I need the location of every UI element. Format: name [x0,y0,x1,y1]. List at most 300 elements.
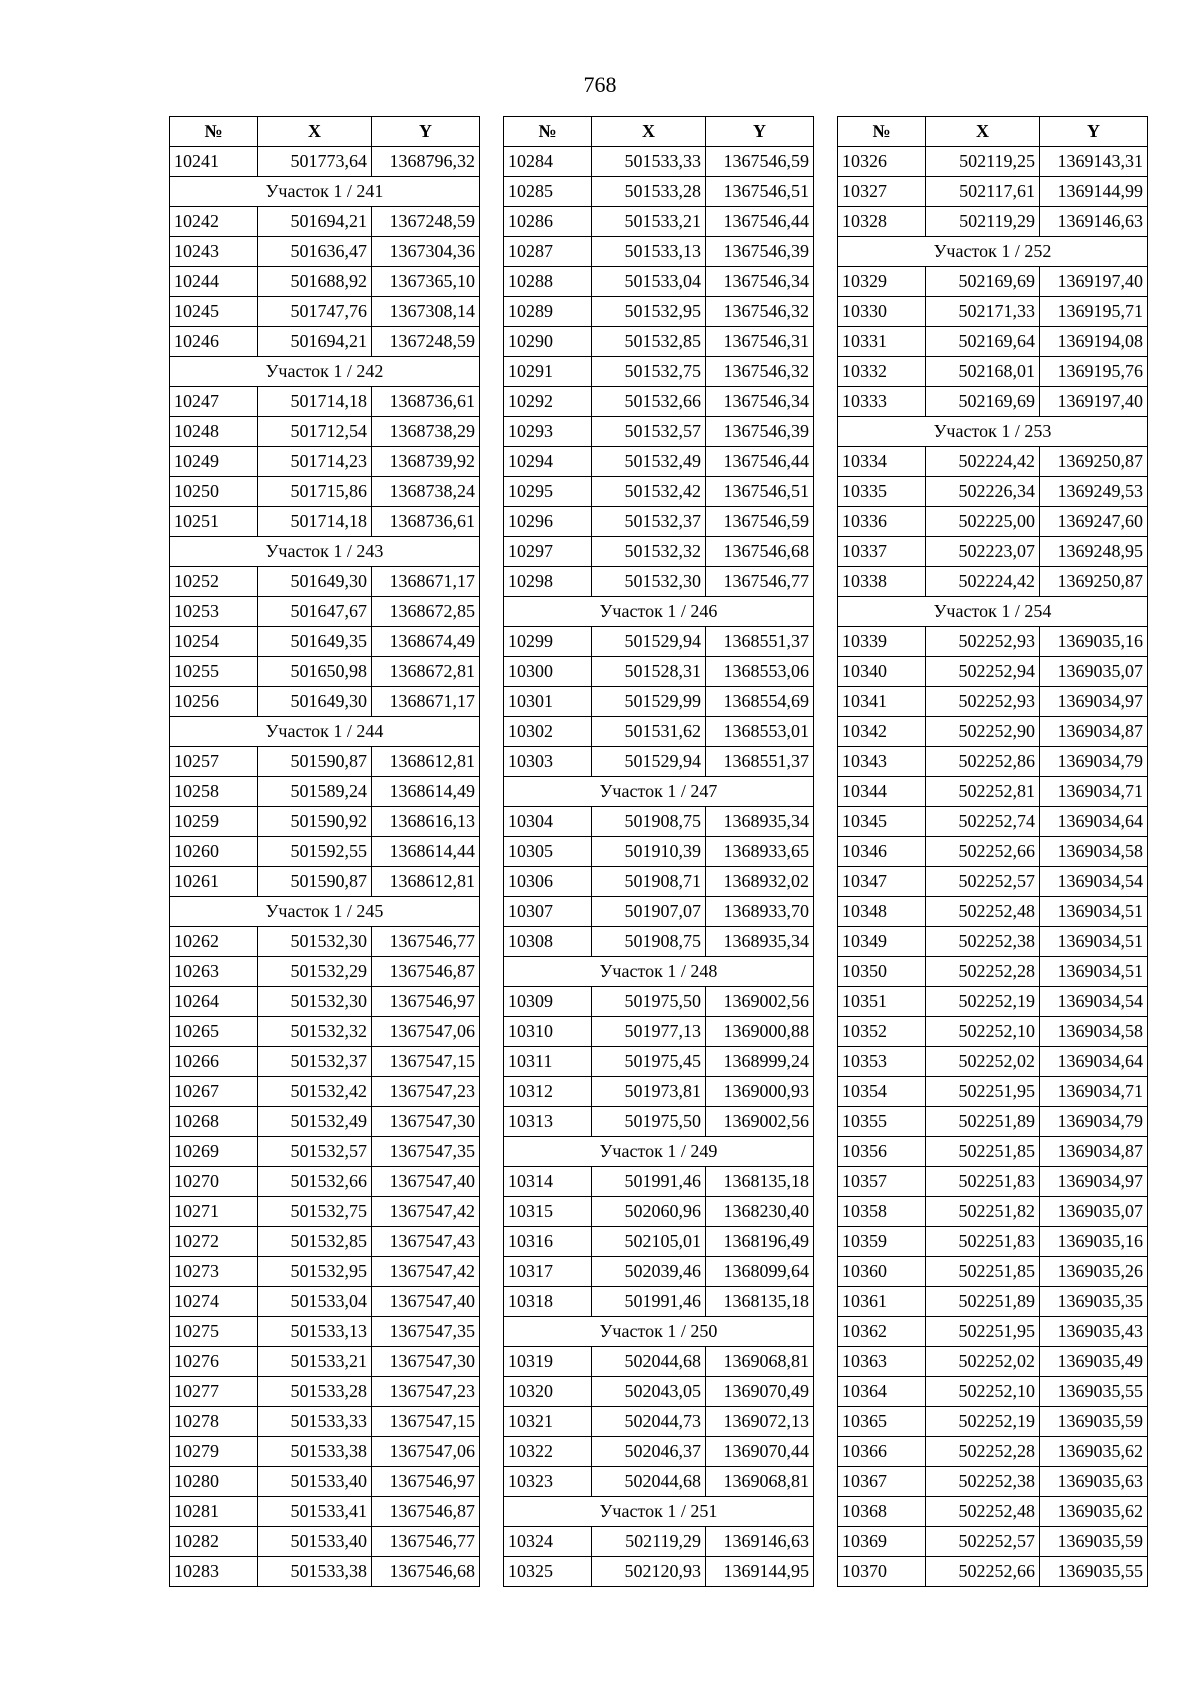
table-row [504,627,814,657]
y-coordinate: 1367546,59 [706,147,814,177]
point-number: 10310 [504,1017,592,1047]
table-row [838,507,1148,537]
point-number: 10323 [504,1467,592,1497]
y-coordinate: 1369194,08 [1040,327,1148,357]
y-coordinate: 1369000,88 [706,1017,814,1047]
y-coordinate: 1368612,81 [372,867,480,897]
table-row [838,687,1148,717]
section-row [170,717,480,747]
y-coordinate: 1369034,97 [1040,687,1148,717]
x-coordinate: 501532,29 [258,957,372,987]
table-row [504,1437,814,1467]
y-coordinate: 1367546,68 [706,537,814,567]
point-number: 10275 [170,1317,258,1347]
table-row [838,1047,1148,1077]
y-coordinate: 1368933,65 [706,837,814,867]
y-coordinate: 1367546,87 [372,1497,480,1527]
point-number: 10244 [170,267,258,297]
x-coordinate: 502252,10 [926,1017,1040,1047]
x-coordinate: 501529,99 [592,687,706,717]
y-coordinate: 1368614,44 [372,837,480,867]
y-coordinate: 1367546,44 [706,207,814,237]
x-coordinate: 501532,66 [258,1167,372,1197]
y-coordinate: 1367547,40 [372,1167,480,1197]
x-coordinate: 501533,40 [258,1467,372,1497]
x-coordinate: 502252,28 [926,957,1040,987]
y-coordinate: 1369250,87 [1040,447,1148,477]
y-coordinate: 1369002,56 [706,1107,814,1137]
table-row [170,567,480,597]
y-coordinate: 1368616,13 [372,807,480,837]
y-coordinate: 1368671,17 [372,687,480,717]
table-header-row [170,117,480,147]
y-coordinate: 1368099,64 [706,1257,814,1287]
table-row [838,627,1148,657]
point-number: 10305 [504,837,592,867]
table-row [504,867,814,897]
table-row [170,1167,480,1197]
point-number: 10316 [504,1227,592,1257]
y-coordinate: 1369034,51 [1040,927,1148,957]
x-coordinate: 501747,76 [258,297,372,327]
x-coordinate: 502169,69 [926,267,1040,297]
section-row [170,897,480,927]
x-coordinate: 501529,94 [592,747,706,777]
table-row [170,1047,480,1077]
y-coordinate: 1369197,40 [1040,267,1148,297]
section-title: Участок 1 / 243 [170,537,480,567]
y-coordinate: 1367547,35 [372,1137,480,1167]
x-coordinate: 502252,48 [926,1497,1040,1527]
y-coordinate: 1369070,49 [706,1377,814,1407]
point-number: 10249 [170,447,258,477]
point-number: 10326 [838,147,926,177]
x-coordinate: 502119,29 [592,1527,706,1557]
x-coordinate: 502252,94 [926,657,1040,687]
point-number: 10359 [838,1227,926,1257]
y-coordinate: 1369035,16 [1040,627,1148,657]
y-coordinate: 1369070,44 [706,1437,814,1467]
y-coordinate: 1368738,29 [372,417,480,447]
point-number: 10307 [504,897,592,927]
y-coordinate: 1369195,71 [1040,297,1148,327]
point-number: 10330 [838,297,926,327]
x-coordinate: 502251,83 [926,1227,1040,1257]
table-row [838,987,1148,1017]
y-coordinate: 1367546,32 [706,357,814,387]
y-coordinate: 1369195,76 [1040,357,1148,387]
section-title: Участок 1 / 253 [838,417,1148,447]
x-coordinate: 502252,10 [926,1377,1040,1407]
x-coordinate: 501715,86 [258,477,372,507]
table-row [838,567,1148,597]
x-coordinate: 502252,38 [926,1467,1040,1497]
point-number: 10273 [170,1257,258,1287]
point-number: 10254 [170,627,258,657]
table-row [170,1227,480,1257]
table-row [838,657,1148,687]
point-number: 10264 [170,987,258,1017]
point-number: 10356 [838,1137,926,1167]
y-coordinate: 1368135,18 [706,1167,814,1197]
header-y: Y [706,117,814,147]
y-coordinate: 1369144,99 [1040,177,1148,207]
y-coordinate: 1367547,43 [372,1227,480,1257]
table-row [170,327,480,357]
x-coordinate: 502251,95 [926,1317,1040,1347]
point-number: 10339 [838,627,926,657]
y-coordinate: 1368135,18 [706,1287,814,1317]
x-coordinate: 501533,33 [258,1407,372,1437]
x-coordinate: 501649,35 [258,627,372,657]
table-row [838,1257,1148,1287]
section-row [504,1317,814,1347]
x-coordinate: 502251,89 [926,1107,1040,1137]
point-number: 10321 [504,1407,592,1437]
x-coordinate: 502251,82 [926,1197,1040,1227]
y-coordinate: 1368736,61 [372,387,480,417]
y-coordinate: 1369034,87 [1040,717,1148,747]
y-coordinate: 1369035,62 [1040,1497,1148,1527]
x-coordinate: 501532,42 [258,1077,372,1107]
point-number: 10257 [170,747,258,777]
y-coordinate: 1367546,97 [372,1467,480,1497]
point-number: 10364 [838,1377,926,1407]
table-row [838,1137,1148,1167]
table-row [838,1407,1148,1437]
x-coordinate: 502060,96 [592,1197,706,1227]
y-coordinate: 1368553,01 [706,717,814,747]
point-number: 10265 [170,1017,258,1047]
x-coordinate: 501533,38 [258,1437,372,1467]
table-row [170,1527,480,1557]
table-row [504,987,814,1017]
y-coordinate: 1369000,93 [706,1077,814,1107]
table-row [504,1047,814,1077]
x-coordinate: 501532,32 [258,1017,372,1047]
y-coordinate: 1369250,87 [1040,567,1148,597]
table-row [504,147,814,177]
y-coordinate: 1367546,34 [706,267,814,297]
section-title: Участок 1 / 254 [838,597,1148,627]
y-coordinate: 1369035,63 [1040,1467,1148,1497]
x-coordinate: 501532,85 [258,1227,372,1257]
point-number: 10291 [504,357,592,387]
point-number: 10320 [504,1377,592,1407]
section-title: Участок 1 / 241 [170,177,480,207]
table-row [170,687,480,717]
table-row [838,1077,1148,1107]
y-coordinate: 1367547,06 [372,1017,480,1047]
point-number: 10328 [838,207,926,237]
y-coordinate: 1369068,81 [706,1347,814,1377]
y-coordinate: 1369249,53 [1040,477,1148,507]
table-row [170,387,480,417]
y-coordinate: 1368736,61 [372,507,480,537]
y-coordinate: 1367547,23 [372,1077,480,1107]
point-number: 10308 [504,927,592,957]
y-coordinate: 1368738,24 [372,477,480,507]
table-row [838,477,1148,507]
table-row [170,807,480,837]
point-number: 10294 [504,447,592,477]
point-number: 10309 [504,987,592,1017]
point-number: 10312 [504,1077,592,1107]
x-coordinate: 501908,75 [592,927,706,957]
point-number: 10304 [504,807,592,837]
point-number: 10303 [504,747,592,777]
table-row [838,1497,1148,1527]
point-number: 10258 [170,777,258,807]
x-coordinate: 501533,04 [592,267,706,297]
table-row [838,897,1148,927]
y-coordinate: 1369035,55 [1040,1377,1148,1407]
table-row [838,1437,1148,1467]
x-coordinate: 501973,81 [592,1077,706,1107]
table-row [504,1377,814,1407]
x-coordinate: 502223,07 [926,537,1040,567]
x-coordinate: 501975,50 [592,987,706,1017]
y-coordinate: 1369035,07 [1040,1197,1148,1227]
table-row [170,207,480,237]
x-coordinate: 502169,64 [926,327,1040,357]
x-coordinate: 502252,93 [926,687,1040,717]
y-coordinate: 1369247,60 [1040,507,1148,537]
point-number: 10352 [838,1017,926,1047]
point-number: 10253 [170,597,258,627]
y-coordinate: 1367546,97 [372,987,480,1017]
y-coordinate: 1367365,10 [372,267,480,297]
x-coordinate: 502252,19 [926,987,1040,1017]
x-coordinate: 502251,83 [926,1167,1040,1197]
x-coordinate: 501975,50 [592,1107,706,1137]
y-coordinate: 1368932,02 [706,867,814,897]
table-row [838,1557,1148,1587]
point-number: 10292 [504,387,592,417]
x-coordinate: 502044,68 [592,1347,706,1377]
y-coordinate: 1368671,17 [372,567,480,597]
table-row [504,1287,814,1317]
point-number: 10354 [838,1077,926,1107]
table-row [170,1557,480,1587]
point-number: 10271 [170,1197,258,1227]
x-coordinate: 501532,49 [592,447,706,477]
y-coordinate: 1369248,95 [1040,537,1148,567]
point-number: 10355 [838,1107,926,1137]
point-number: 10281 [170,1497,258,1527]
section-row [838,417,1148,447]
x-coordinate: 501714,18 [258,387,372,417]
point-number: 10288 [504,267,592,297]
point-number: 10306 [504,867,592,897]
table-row [504,1077,814,1107]
x-coordinate: 502224,42 [926,447,1040,477]
table-row [170,1377,480,1407]
point-number: 10336 [838,507,926,537]
x-coordinate: 501714,18 [258,507,372,537]
point-number: 10343 [838,747,926,777]
point-number: 10286 [504,207,592,237]
table-row [838,927,1148,957]
point-number: 10255 [170,657,258,687]
section-row [170,537,480,567]
x-coordinate: 501529,94 [592,627,706,657]
point-number: 10297 [504,537,592,567]
section-title: Участок 1 / 249 [504,1137,814,1167]
table-row [170,1287,480,1317]
table-row [504,177,814,207]
point-number: 10248 [170,417,258,447]
point-number: 10245 [170,297,258,327]
point-number: 10259 [170,807,258,837]
x-coordinate: 502252,66 [926,1557,1040,1587]
point-number: 10270 [170,1167,258,1197]
table-row [838,1287,1148,1317]
x-coordinate: 502225,00 [926,507,1040,537]
point-number: 10252 [170,567,258,597]
table-row [504,267,814,297]
point-number: 10325 [504,1557,592,1587]
x-coordinate: 501688,92 [258,267,372,297]
point-number: 10279 [170,1437,258,1467]
x-coordinate: 502043,05 [592,1377,706,1407]
point-number: 10329 [838,267,926,297]
y-coordinate: 1369035,62 [1040,1437,1148,1467]
y-coordinate: 1367547,30 [372,1347,480,1377]
y-coordinate: 1369143,31 [1040,147,1148,177]
point-number: 10338 [838,567,926,597]
point-number: 10263 [170,957,258,987]
y-coordinate: 1367546,39 [706,237,814,267]
x-coordinate: 502226,34 [926,477,1040,507]
table-row [504,1347,814,1377]
point-number: 10370 [838,1557,926,1587]
table-row [504,327,814,357]
table-row [170,477,480,507]
point-number: 10296 [504,507,592,537]
table-row [838,387,1148,417]
point-number: 10322 [504,1437,592,1467]
table-row [504,837,814,867]
table-row [170,1407,480,1437]
x-coordinate: 502168,01 [926,357,1040,387]
header-x: X [926,117,1040,147]
header-y: Y [372,117,480,147]
table-row [838,297,1148,327]
table-row [838,717,1148,747]
section-row [838,597,1148,627]
y-coordinate: 1369034,79 [1040,747,1148,777]
table-row [170,777,480,807]
table-row [504,567,814,597]
x-coordinate: 501533,04 [258,1287,372,1317]
point-number: 10348 [838,897,926,927]
x-coordinate: 502251,89 [926,1287,1040,1317]
x-coordinate: 501532,75 [258,1197,372,1227]
table-row [504,657,814,687]
x-coordinate: 501532,57 [258,1137,372,1167]
table-row [504,1467,814,1497]
y-coordinate: 1369034,71 [1040,777,1148,807]
x-coordinate: 502252,02 [926,1047,1040,1077]
x-coordinate: 501532,66 [592,387,706,417]
header-number: № [838,117,926,147]
y-coordinate: 1369035,26 [1040,1257,1148,1287]
table-row [504,1257,814,1287]
x-coordinate: 501532,75 [592,357,706,387]
y-coordinate: 1369034,54 [1040,987,1148,1017]
x-coordinate: 502224,42 [926,567,1040,597]
y-coordinate: 1368551,37 [706,747,814,777]
table-row [504,447,814,477]
y-coordinate: 1368935,34 [706,807,814,837]
coordinate-table-3 [837,116,1148,1587]
point-number: 10347 [838,867,926,897]
x-coordinate: 501532,37 [592,507,706,537]
table-row [170,657,480,687]
section-title: Участок 1 / 250 [504,1317,814,1347]
point-number: 10314 [504,1167,592,1197]
x-coordinate: 502252,86 [926,747,1040,777]
y-coordinate: 1367547,15 [372,1047,480,1077]
x-coordinate: 501991,46 [592,1167,706,1197]
point-number: 10363 [838,1347,926,1377]
point-number: 10351 [838,987,926,1017]
table-row [838,1197,1148,1227]
table-row [504,1557,814,1587]
section-row [504,597,814,627]
x-coordinate: 502252,93 [926,627,1040,657]
y-coordinate: 1367547,30 [372,1107,480,1137]
table-row [838,177,1148,207]
x-coordinate: 502171,33 [926,297,1040,327]
point-number: 10295 [504,477,592,507]
table-row [504,507,814,537]
y-coordinate: 1368230,40 [706,1197,814,1227]
table-row [838,1347,1148,1377]
table-row [170,627,480,657]
point-number: 10361 [838,1287,926,1317]
table-row [838,1167,1148,1197]
point-number: 10315 [504,1197,592,1227]
y-coordinate: 1369146,63 [1040,207,1148,237]
x-coordinate: 502252,38 [926,927,1040,957]
x-coordinate: 502105,01 [592,1227,706,1257]
y-coordinate: 1367546,59 [706,507,814,537]
x-coordinate: 501636,47 [258,237,372,267]
y-coordinate: 1368554,69 [706,687,814,717]
table-header-row [838,117,1148,147]
y-coordinate: 1369035,49 [1040,1347,1148,1377]
table-row [504,1197,814,1227]
point-number: 10369 [838,1527,926,1557]
y-coordinate: 1369035,59 [1040,1527,1148,1557]
x-coordinate: 501907,07 [592,897,706,927]
point-number: 10349 [838,927,926,957]
x-coordinate: 501908,75 [592,807,706,837]
point-number: 10337 [838,537,926,567]
point-number: 10276 [170,1347,258,1377]
header-number: № [170,117,258,147]
point-number: 10362 [838,1317,926,1347]
point-number: 10332 [838,357,926,387]
point-number: 10272 [170,1227,258,1257]
point-number: 10290 [504,327,592,357]
point-number: 10278 [170,1407,258,1437]
y-coordinate: 1367546,77 [706,567,814,597]
y-coordinate: 1368672,81 [372,657,480,687]
x-coordinate: 502252,02 [926,1347,1040,1377]
